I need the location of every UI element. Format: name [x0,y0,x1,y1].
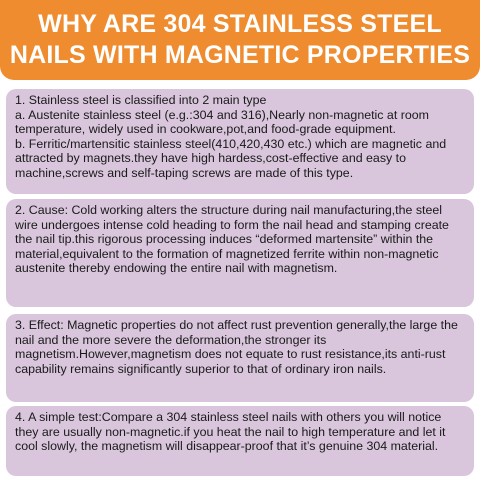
section-effect [6,314,474,402]
section-simple-test [6,406,474,476]
section-cause [6,199,474,307]
section-paragraph: b. Ferritic/martensitic stainless steel(410,420,430 etc.) which are magnetic and attracted by magnets.they have high hardess,cost-effective and easy to machine,screws and self-taping screws are made of this type. [15,136,447,180]
section-paragraph: 3. Effect: Magnetic properties do not affect rust prevention generally,the large the nail and the more severe the deformation,the stronger its magnetism.However,magnetism does not equate to rust resistance,its anti-rust capability remains significantly superior to that of ordinary iron nails. [15,318,458,376]
title-banner [0,0,480,80]
section-paragraph: 2. Cause: Cold working alters the structure during nail manufacturing,the steel wire undergoes intense cold heading to form the nail head and stamping create the nail tip.this rigorous processing induces “deformed martensite” within the material,equivalent to the formation of magnetized ferrite within non-magnetic austenite thereby endowing the entire nail with magnetism. [15,203,449,276]
title-line-2: NAILS WITH MAGNETIC PROPERTIES [9,41,471,69]
section-paragraph: 4. A simple test:Compare a 304 stainless steel nails with others you will notice they are usually non-magnetic.if you heat the nail to high temperature and let it cool slowly, the magnetism will disappear-proof that it’s genuine 304 material. [15,410,446,454]
title-line-1: WHY ARE 304 STAINLESS STEEL [38,10,442,38]
section-heading: 1. Stainless steel is classified into 2 main type [15,93,267,107]
section-paragraph: a. Austenite stainless steel (e.g.:304 and 316),Nearly non-magnetic at room temperature, widely used in cookware,pot,and food-grade equipment. [15,107,429,137]
section-classification [6,89,474,194]
